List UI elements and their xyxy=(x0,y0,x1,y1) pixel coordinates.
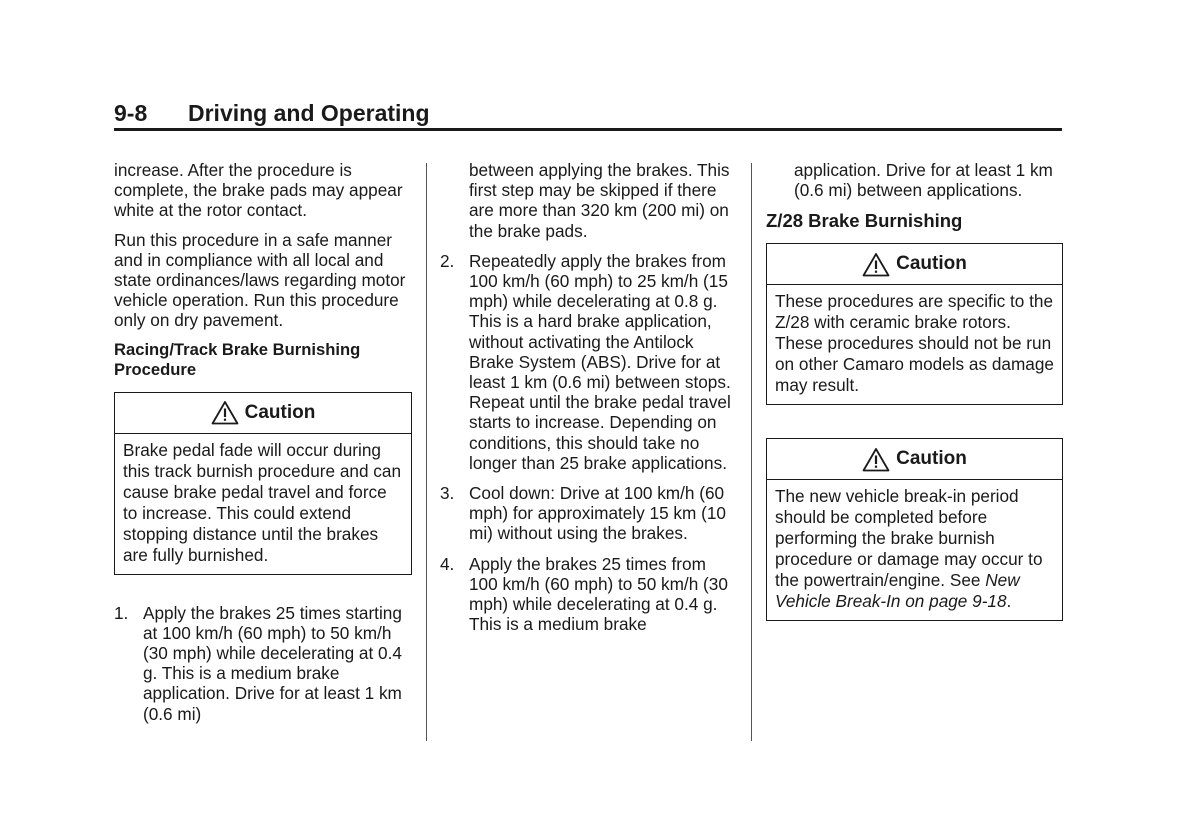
caution-text-end: . xyxy=(1006,591,1012,612)
header-rule xyxy=(114,128,1062,131)
section-subheading: Racing/Track Brake Burnishing Procedure xyxy=(114,339,361,379)
caution-text: These procedures are specific to the Z/28 with ceramic brake rotors. These procedures should not be run on other Camaro models as damage may result. xyxy=(775,291,1054,396)
list-item xyxy=(440,251,732,473)
column-divider xyxy=(426,163,427,741)
warning-triangle-icon xyxy=(862,252,890,277)
paragraph: Run this procedure in a safe manner and in compliance with all local and state ordinances/laws regarding motor vehicle operation. Run this procedure only on dry pavement. xyxy=(114,229,406,331)
column-2 xyxy=(440,160,732,634)
step-number: 1. xyxy=(114,602,129,623)
warning-triangle-icon xyxy=(862,447,890,472)
section-heading: Z/28 Brake Burnishing xyxy=(766,210,963,232)
step-text: Apply the brakes 25 times starting at 100 km/h (60 mph) to 50 km/h (30 mph) while decelerating at 0.4 g. This is a medium brake application. Drive for at least 1 km (0.6 mi) xyxy=(143,602,402,724)
step-text: Apply the brakes 25 times from 100 km/h (60 mph) to 50 km/h (30 mph) while decelerating at 0.4 g. This is a medium brake xyxy=(469,553,728,635)
step-text: Repeatedly apply the brakes from 100 km/h (60 mph) to 25 km/h (15 mph) while decelerating at 0.8 g. This is a hard brake application, without activating the Antilock Brake System (ABS). Drive for at least 1 km (0.6 mi) between stops. Repeat until the brake pedal travel starts to increase. Depending on conditions, this should take no longer than 25 brake applications. xyxy=(469,250,731,473)
list-item xyxy=(440,554,732,635)
list-item xyxy=(114,603,412,724)
caution-box xyxy=(766,438,1063,621)
paragraph: between applying the brakes. This first step may be skipped if there are more than 320 km (200 mi) on the brake pads. xyxy=(469,160,730,241)
paragraph: application. Drive for at least 1 km (0.6 mi) between applications. xyxy=(794,160,1053,201)
caution-box xyxy=(114,392,412,575)
step-number: 3. xyxy=(440,483,455,504)
caution-text: The new vehicle break-in period should be completed before performing the brake burnish procedure or damage may occur to the powertrain/engine. See xyxy=(775,486,1043,591)
chapter-title: Driving and Operating xyxy=(188,100,430,126)
caution-title: Caution xyxy=(896,448,967,470)
caution-title: Caution xyxy=(896,253,967,275)
column-3 xyxy=(766,160,1063,621)
step-text: Cool down: Drive at 100 km/h (60 mph) for approximately 15 km (10 mi) without using the brakes. xyxy=(469,483,726,544)
procedure-steps xyxy=(440,251,732,635)
list-item xyxy=(440,483,732,544)
cross-reference-link[interactable]: New Vehicle Break-In on page 9-18 xyxy=(775,570,1020,612)
step-number: 4. xyxy=(440,553,455,574)
page-number: 9-8 xyxy=(114,100,148,126)
caution-header xyxy=(767,244,1062,285)
paragraph: increase. After the procedure is complete, the brake pads may appear white at the rotor contact. xyxy=(114,160,403,221)
warning-triangle-icon xyxy=(211,400,239,425)
column-1 xyxy=(114,160,412,724)
step-number: 2. xyxy=(440,250,455,271)
column-divider xyxy=(751,163,752,741)
caution-header xyxy=(767,439,1062,480)
caution-body xyxy=(767,480,1062,620)
caution-text: Brake pedal fade will occur during this track burnish procedure and can cause brake pedal travel and force to increase. This could extend stopping distance until the brakes are fully burnished. xyxy=(123,439,402,565)
caution-box xyxy=(766,243,1063,405)
procedure-steps xyxy=(114,603,412,724)
caution-header xyxy=(115,393,411,434)
caution-title: Caution xyxy=(244,401,316,423)
